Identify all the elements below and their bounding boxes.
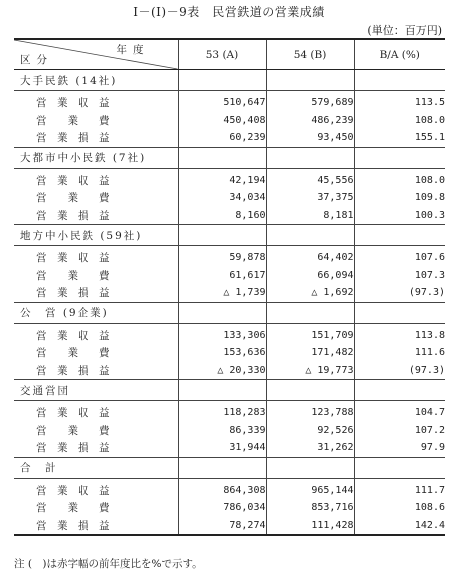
value-53: 510,647 [178, 94, 266, 112]
header-col-ratio: B/A (%) [354, 39, 445, 70]
section-header-empty-cell [266, 380, 354, 401]
row-label: 営 業 損 益 [36, 132, 110, 145]
table-row [14, 267, 445, 285]
header-col-a: 53 (A) [178, 39, 266, 70]
value-53: 59,878 [178, 249, 266, 267]
ratio-value: 113.5 [354, 94, 445, 112]
section-header-empty-cell [178, 147, 266, 168]
value-53: 118,283 [178, 404, 266, 422]
ratio-value: 108.6 [354, 499, 445, 517]
table-row [14, 482, 445, 500]
ratio-value: 107.6 [354, 249, 445, 267]
section-header-empty-cell [178, 70, 266, 91]
ratio-value: 107.2 [354, 422, 445, 440]
value-54: △ 1,692 [266, 284, 354, 302]
row-label: 営 業 費 [36, 114, 110, 127]
section-header-row [14, 302, 445, 323]
value-53: 42,194 [178, 172, 266, 190]
section-header-empty-cell [354, 380, 445, 401]
section-name: 地方中小民鉄 (59社) [14, 225, 178, 246]
ratio-value: 109.8 [354, 189, 445, 207]
table-row [14, 344, 445, 362]
table-row [14, 94, 445, 112]
value-54: 31,262 [266, 439, 354, 457]
section-header-empty-cell [266, 457, 354, 478]
row-label: 営 業 収 益 [36, 329, 110, 342]
value-53: 8,160 [178, 207, 266, 225]
ratio-value: (97.3) [354, 284, 445, 302]
table-row [14, 249, 445, 267]
row-label: 営 業 損 益 [36, 442, 110, 455]
row-label: 営 業 費 [36, 269, 110, 282]
value-54: 64,402 [266, 249, 354, 267]
value-54: 853,716 [266, 499, 354, 517]
value-53: 60,239 [178, 129, 266, 147]
row-label: 営 業 損 益 [14, 517, 178, 536]
ratio-value: 100.3 [354, 207, 445, 225]
row-label: 営 業 収 益 [36, 97, 110, 110]
section-header-empty-cell [354, 302, 445, 323]
ratio-value: (97.3) [354, 362, 445, 380]
section-name: 交通営団 [14, 380, 178, 401]
header-year-label: 年度 [116, 44, 150, 56]
value-53: 153,636 [178, 344, 266, 362]
table-row [14, 517, 445, 536]
value-53: 133,306 [178, 327, 266, 345]
section-header-empty-cell [354, 225, 445, 246]
row-label: 営 業 損 益 [36, 287, 110, 300]
value-53: 864,308 [178, 482, 266, 500]
section-header-empty-cell [266, 225, 354, 246]
section-name: 合 計 [14, 457, 178, 478]
row-label: 営 業 損 益 [36, 364, 110, 377]
value-54: 171,482 [266, 344, 354, 362]
section-name: 大手民鉄 (14社) [14, 70, 178, 91]
ratio-value: 111.6 [354, 344, 445, 362]
table-row [14, 439, 445, 457]
value-53: 786,034 [178, 499, 266, 517]
value-53: 78,274 [178, 517, 266, 536]
ratio-value: 108.0 [354, 172, 445, 190]
ratio-value: 111.7 [354, 482, 445, 500]
row-label: 営 業 費 [36, 424, 110, 437]
value-54: 93,450 [266, 129, 354, 147]
section-header-row [14, 457, 445, 478]
value-54: 123,788 [266, 404, 354, 422]
table-row [14, 207, 445, 225]
value-54: 579,689 [266, 94, 354, 112]
ratio-value: 142.4 [354, 517, 445, 536]
section-name: 公 営 (9企業) [14, 302, 178, 323]
unit-label: (単位：百万円) [367, 24, 442, 37]
row-label: 営 業 収 益 [36, 174, 110, 187]
value-53: 31,944 [178, 439, 266, 457]
ratio-value: 113.8 [354, 327, 445, 345]
section-header-empty-cell [178, 380, 266, 401]
ratio-value: 108.0 [354, 112, 445, 130]
header-category-label: 区分 [20, 54, 53, 66]
value-54: 111,428 [266, 517, 354, 536]
operating-results-table [14, 38, 445, 536]
value-54: 66,094 [266, 267, 354, 285]
table-row [14, 172, 445, 190]
value-53: 34,034 [178, 189, 266, 207]
section-header-empty-cell [178, 225, 266, 246]
row-label: 営 業 収 益 [36, 407, 110, 420]
value-54: 37,375 [266, 189, 354, 207]
section-header-empty-cell [354, 147, 445, 168]
section-header-empty-cell [266, 147, 354, 168]
value-53: 86,339 [178, 422, 266, 440]
section-header-row [14, 147, 445, 168]
ratio-value: 97.9 [354, 439, 445, 457]
value-53: △ 1,739 [178, 284, 266, 302]
value-54: 45,556 [266, 172, 354, 190]
section-header-row [14, 225, 445, 246]
table-row [14, 112, 445, 130]
value-53: 450,408 [178, 112, 266, 130]
section-header-empty-cell [354, 457, 445, 478]
table-row [14, 284, 445, 302]
ratio-value: 104.7 [354, 404, 445, 422]
table-row [14, 404, 445, 422]
section-header-row [14, 380, 445, 401]
section-header-empty-cell [266, 302, 354, 323]
value-54: 486,239 [266, 112, 354, 130]
table-row [14, 422, 445, 440]
value-54: 8,181 [266, 207, 354, 225]
row-label: 営 業 費 [36, 502, 110, 515]
section-header-row [14, 70, 445, 91]
row-label: 営 業 収 益 [36, 484, 110, 497]
value-54: △ 19,773 [266, 362, 354, 380]
header-col-b: 54 (B) [266, 39, 354, 70]
table-row [14, 499, 445, 517]
value-53: 61,617 [178, 267, 266, 285]
header-row [14, 39, 445, 70]
section-header-empty-cell [178, 302, 266, 323]
ratio-value: 107.3 [354, 267, 445, 285]
ratio-value: 155.1 [354, 129, 445, 147]
table-row [14, 129, 445, 147]
section-header-empty-cell [178, 457, 266, 478]
row-label: 営 業 費 [36, 347, 110, 360]
header-corner-cell [14, 39, 178, 70]
table-row [14, 327, 445, 345]
value-54: 965,144 [266, 482, 354, 500]
footnote: 注 ( )は赤字幅の前年度比を%で示す。 [14, 558, 203, 570]
section-header-empty-cell [354, 70, 445, 91]
row-label: 営 業 損 益 [36, 209, 110, 222]
row-label: 営 業 費 [36, 192, 110, 205]
section-name: 大都市中小民鉄 (7社) [14, 147, 178, 168]
value-54: 151,709 [266, 327, 354, 345]
table-title: I－(I)－9表 民営鉄道の営業成績 [133, 5, 325, 19]
table-row [14, 189, 445, 207]
section-header-empty-cell [266, 70, 354, 91]
value-54: 92,526 [266, 422, 354, 440]
table-row [14, 362, 445, 380]
row-label: 営 業 収 益 [36, 252, 110, 265]
value-53: △ 20,330 [178, 362, 266, 380]
